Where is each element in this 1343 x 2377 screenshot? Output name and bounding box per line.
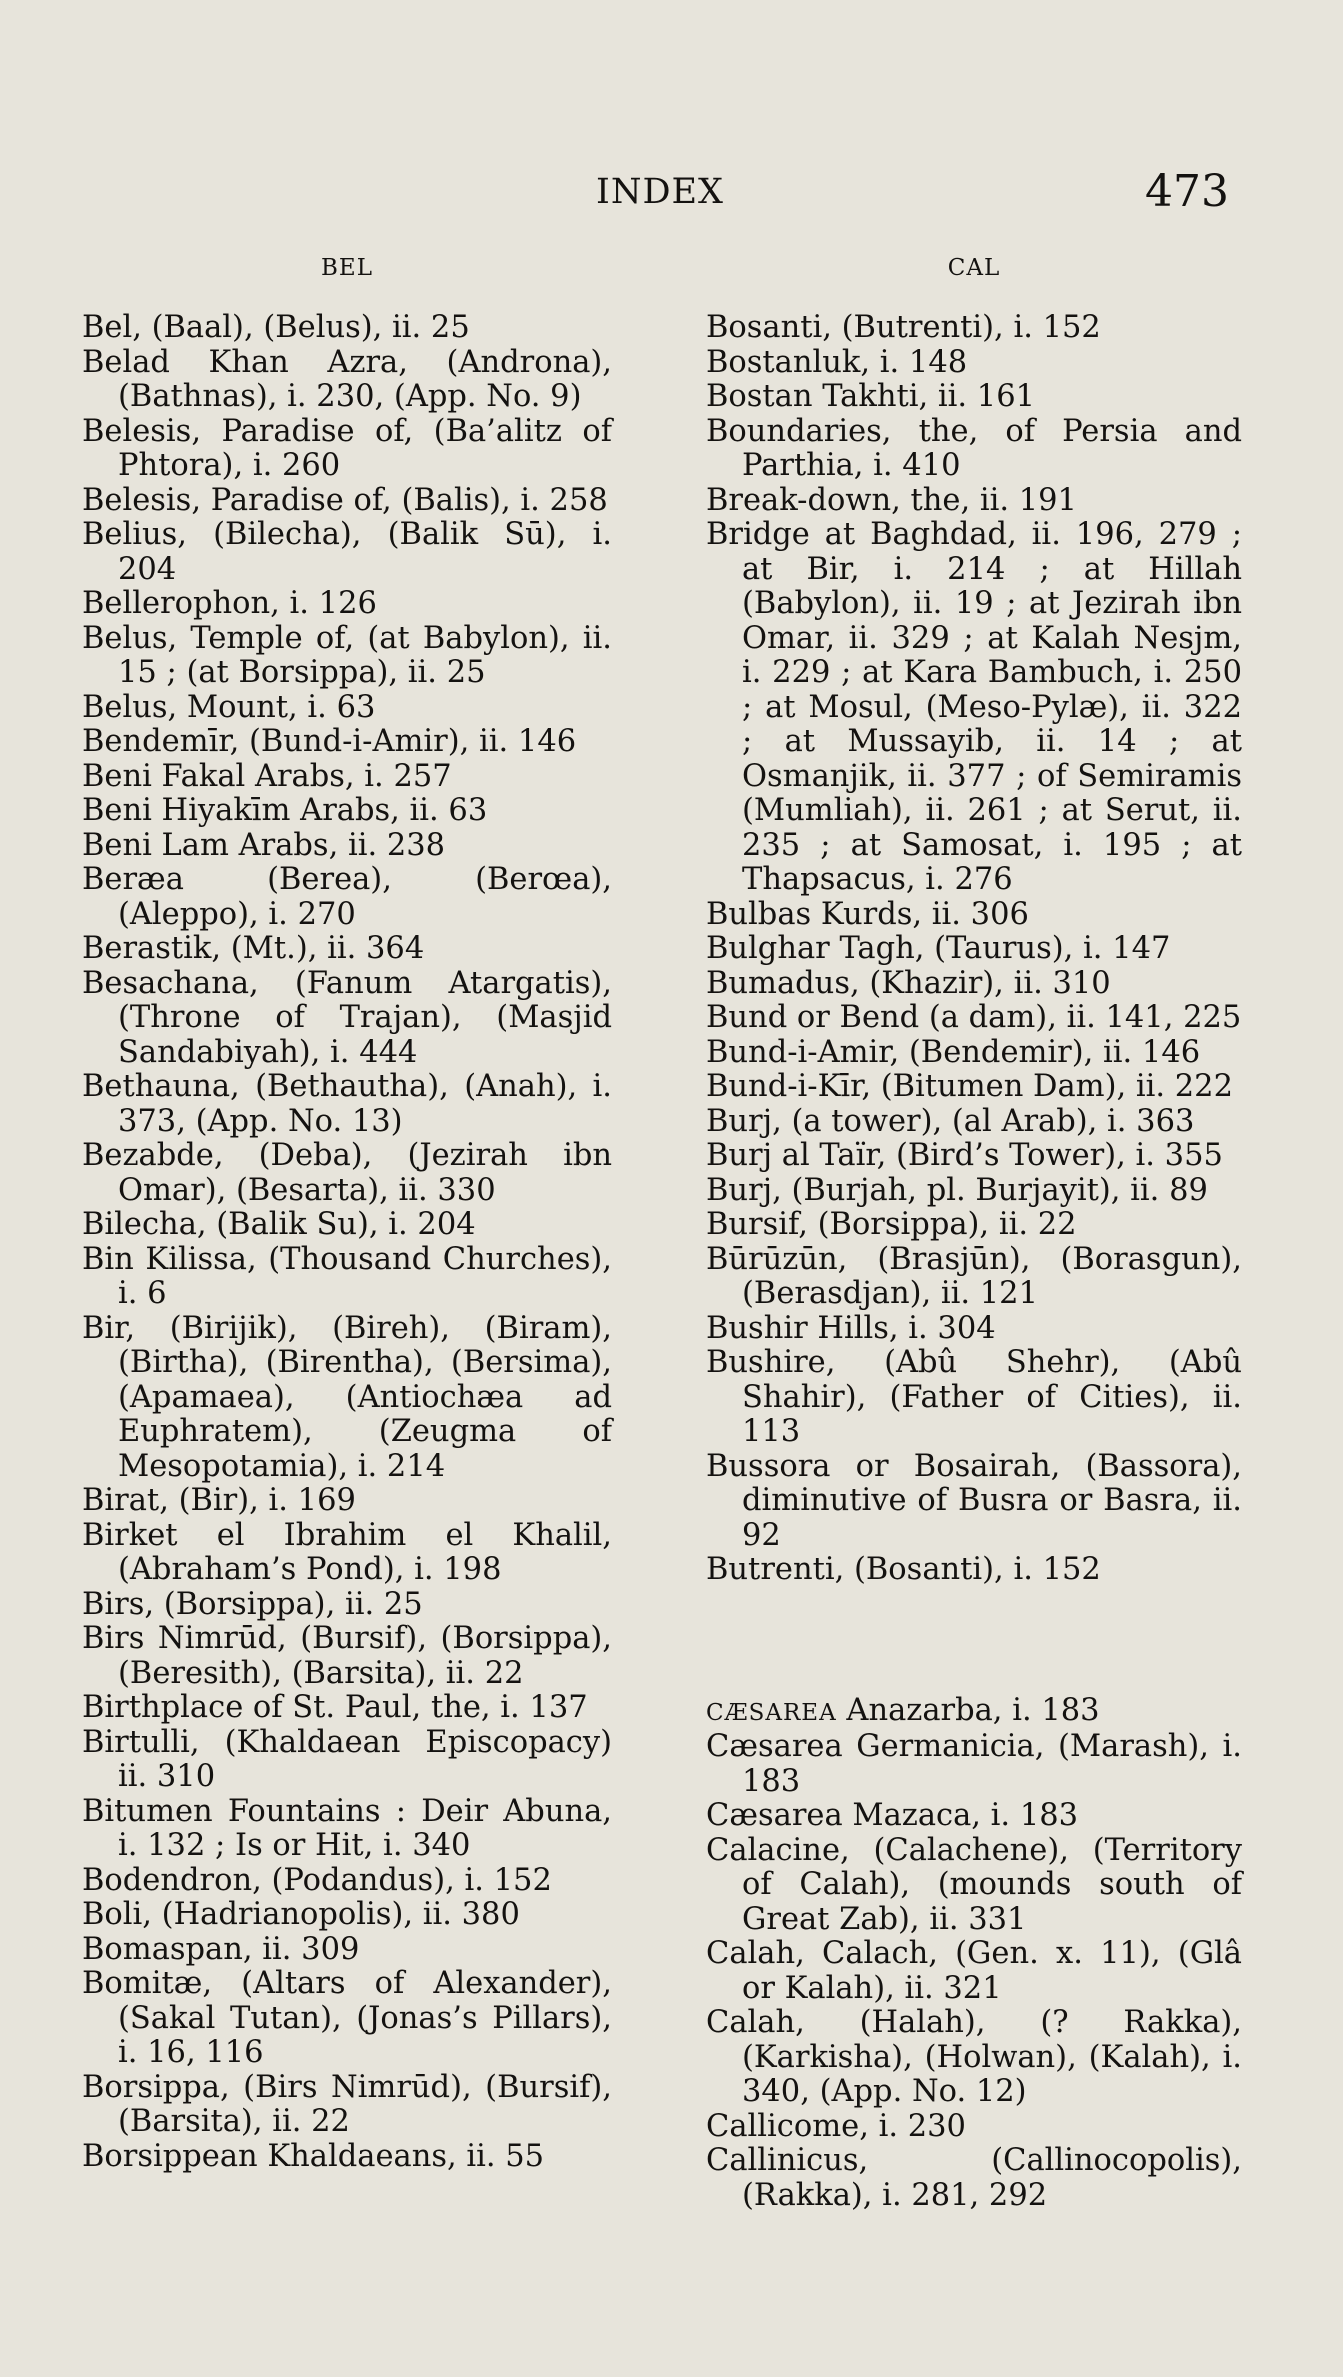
index-entry: Bushire, (Abû Shehr), (Abû Shahir), (Father of Cities), ii. 113 xyxy=(706,1345,1242,1449)
running-head xyxy=(0,168,1343,218)
index-entry: Burj, (Burjah, pl. Burjayit), ii. 89 xyxy=(706,1172,1208,1208)
index-entry: Birat, (Bir), i. 169 xyxy=(82,1483,356,1518)
index-entry: Bezabde, (Deba), (Jezirah ibn Omar), (Besarta), ii. 330 xyxy=(82,1138,612,1208)
index-entry: Belius, (Bilecha), (Balik Sū), i. 204 xyxy=(82,517,612,587)
index-entry: Borsippean Khaldaeans, ii. 55 xyxy=(82,2138,545,2174)
index-entry: Bilecha, (Balik Su), i. 204 xyxy=(82,1207,476,1242)
index-entry: Birket el Ibrahim el Khalil, (Abraham’s Pond), i. 198 xyxy=(82,1517,612,1587)
index-entry: Belus, Mount, i. 63 xyxy=(82,689,376,725)
index-entry: Birtulli, (Khaldaean Episcopacy) ii. 310 xyxy=(82,1724,612,1794)
index-entry: Calah, Calach, (Gen. x. 11), (Glâ or Kalah), ii. 321 xyxy=(706,1936,1242,2006)
right-entry-list-b xyxy=(706,311,1242,1588)
index-entry: Callinicus, (Callinocopolis), (Rakka), i. 281, 292 xyxy=(706,2143,1242,2213)
catchword-right: CAL xyxy=(947,255,1001,281)
entry-text: Anazarba, i. 183 xyxy=(836,1692,1100,1728)
index-entry: Belus, Temple of, (at Babylon), ii. 15 ; (at Borsippa), ii. 25 xyxy=(82,620,612,690)
index-entry: Beræa (Berea), (Berœa), (Aleppo), i. 270 xyxy=(82,862,612,932)
right-entry-list-c xyxy=(706,1694,1242,2214)
index-entry: Būrūzūn, (Brasjūn), (Borasgun), (Berasdjan), ii. 121 xyxy=(706,1241,1242,1311)
index-entry: Cæsarea Germanicia, (Marash), i. 183 xyxy=(706,1729,1242,1799)
index-entry: Bin Kilissa, (Thousand Churches), i. 6 xyxy=(82,1241,612,1311)
index-entry: Berastik, (Mt.), ii. 364 xyxy=(82,931,425,966)
index-entry: Bridge at Baghdad, ii. 196, 279 ; at Bir, i. 214 ; at Hillah (Babylon), ii. 19 ; at Jezirah ibn Omar, ii. 329 ; at Kalah Nesjm, i. 229 ; at Kara Bambuch, i. 250 ; at Mosul, (Meso-Pylæ), ii. 322 ; at Mussayib, ii. 14 ; at Osmanjik, ii. 377 ; of Semiramis (Mumliah), ii. 261 ; at Serut, ii. 235 ; at Samosat, i. 195 ; at Thapsacus, i. 276 xyxy=(706,517,1242,897)
index-entry: Belesis, Paradise of, (Balis), i. 258 xyxy=(82,482,608,518)
index-entry: Birs, (Borsippa), ii. 25 xyxy=(82,1586,423,1622)
index-entry: Bulghar Tagh, (Taurus), i. 147 xyxy=(706,931,1171,966)
index-entry: Bumadus, (Khazir), ii. 310 xyxy=(706,965,1111,1001)
index-entry: Bellerophon, i. 126 xyxy=(82,586,377,621)
page-number: 473 xyxy=(1145,166,1229,217)
index-entry: Burj al Taïr, (Bird’s Tower), i. 355 xyxy=(706,1138,1223,1173)
index-entry: Bursif, (Borsippa), ii. 22 xyxy=(706,1207,1077,1242)
index-entry: Cæsarea Mazaca, i. 183 xyxy=(706,1798,1079,1833)
index-entry: Belad Khan Azra, (Androna), (Bathnas), i. 230, (App. No. 9) xyxy=(82,344,612,414)
index-entry: Burj, (a tower), (al Arab), i. 363 xyxy=(706,1103,1195,1139)
index-entry: Bomitæ, (Altars of Alexander), (Sakal Tutan), (Jonas’s Pillars), i. 16, 116 xyxy=(82,1966,612,2070)
index-entry xyxy=(706,1694,1242,1731)
right-column xyxy=(706,255,1242,2213)
index-entry: Bund-i-Kīr, (Bitumen Dam), ii. 222 xyxy=(706,1069,1233,1104)
letter-section-gap xyxy=(706,1588,1242,1694)
index-entry: Callicome, i. 230 xyxy=(706,2108,966,2144)
index-entry: Bendemīr, (Bund-i-Amir), ii. 146 xyxy=(82,724,577,759)
index-entry: Beni Hiyakīm Arabs, ii. 63 xyxy=(82,793,488,828)
index-entry: Bushir Hills, i. 304 xyxy=(706,1310,996,1346)
index-entry: Borsippa, (Birs Nimrūd), (Bursif), (Barsita), ii. 22 xyxy=(82,2069,612,2139)
page-title: INDEX xyxy=(596,172,724,212)
index-entry: Boundaries, the, of Persia and Parthia, i. 410 xyxy=(706,413,1242,483)
index-entry: Break-down, the, ii. 191 xyxy=(706,482,1077,518)
index-entry: Bir, (Birijik), (Bireh), (Biram), (Birtha), (Birentha), (Bersima), (Apamaea), (Antiochæa ad Euphratem), (Zeugma of Mesopotamia), i. 214 xyxy=(82,1310,612,1484)
catchword-left: BEL xyxy=(321,255,373,281)
index-entry: Bodendron, (Podandus), i. 152 xyxy=(82,1862,552,1898)
index-entry: Bussora or Bosairah, (Bassora), diminutive of Busra or Basra, ii. 92 xyxy=(706,1448,1242,1553)
left-entry-list xyxy=(82,311,612,2174)
index-entry: Beni Lam Arabs, ii. 238 xyxy=(82,827,446,863)
index-entry: Bostan Takhti, ii. 161 xyxy=(706,379,1036,414)
index-entry: Besachana, (Fanum Atargatis), (Throne of Trajan), (Masjid Sandabiyah), i. 444 xyxy=(82,965,612,1070)
index-entry: Birthplace of St. Paul, the, i. 137 xyxy=(82,1690,588,1725)
index-entry: Birs Nimrūd, (Bursif), (Borsippa), (Beresith), (Barsita), ii. 22 xyxy=(82,1621,612,1691)
index-entry: Bund or Bend (a dam), ii. 141, 225 xyxy=(706,1000,1242,1035)
index-entry: Calah, (Halah), (? Rakka), (Karkisha), (Holwan), (Kalah), i. 340, (App. No. 12) xyxy=(706,2005,1242,2109)
left-column xyxy=(82,255,612,2174)
index-entry: Bosanti, (Butrenti), i. 152 xyxy=(706,310,1101,345)
index-entry: Bostanluk, i. 148 xyxy=(706,344,968,380)
index-entry: Beni Fakal Arabs, i. 257 xyxy=(82,758,452,794)
index-entry: Calacine, (Calachene), (Territory of Calah), (mounds south of Great Zab), ii. 331 xyxy=(706,1832,1242,1937)
index-entry: Boli, (Hadrianopolis), ii. 380 xyxy=(82,1897,520,1932)
index-entry: Bitumen Fountains : Deir Abuna, i. 132 ; Is or Hit, i. 340 xyxy=(82,1793,612,1863)
section-first-word: CÆSAREA xyxy=(706,1699,837,1726)
index-entry: Belesis, Paradise of, (Ba’alitz of Phtora), i. 260 xyxy=(82,413,612,483)
index-entry: Bomaspan, ii. 309 xyxy=(82,1931,360,1967)
index-entry: Bel, (Baal), (Belus), ii. 25 xyxy=(82,310,470,345)
index-entry: Bulbas Kurds, ii. 306 xyxy=(706,896,1029,932)
index-entry: Bund-i-Amir, (Bendemir), ii. 146 xyxy=(706,1034,1201,1070)
index-entry: Butrenti, (Bosanti), i. 152 xyxy=(706,1552,1101,1587)
index-entry: Bethauna, (Bethautha), (Anah), i. 373, (App. No. 13) xyxy=(82,1069,612,1139)
